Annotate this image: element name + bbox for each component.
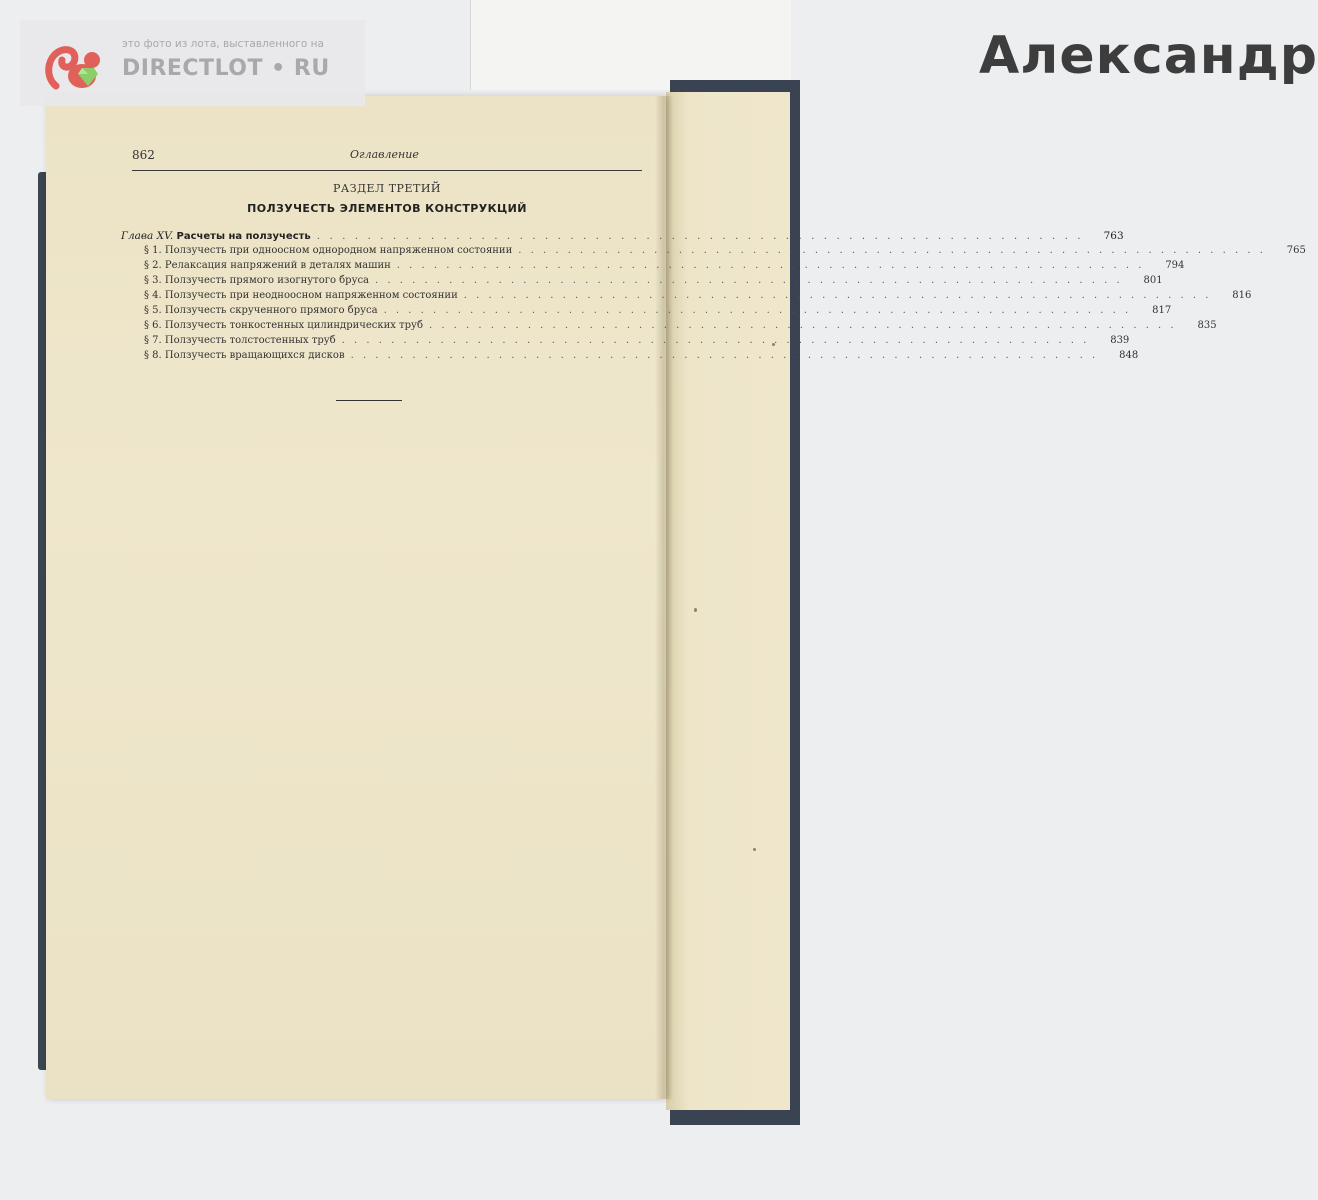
toc-leader-dots <box>317 230 1084 242</box>
watermark-brand: DIRECTLOT • RU <box>122 56 330 81</box>
toc-chapter-row <box>121 230 1124 242</box>
squirrel-gem-logo-icon <box>42 38 110 94</box>
toc-leader-dots <box>518 245 1266 256</box>
toc-entry <box>144 275 1163 286</box>
toc-page-number: 835 <box>1197 320 1217 331</box>
toc-entry-label: § 8. Ползучесть вращающихся дисков <box>144 350 345 361</box>
toc-leader-dots <box>342 335 1090 346</box>
watermark-caption: это фото из лота, выставленного на <box>122 38 324 50</box>
end-rule <box>336 400 402 401</box>
section-title: РАЗДЕЛ ТРЕТИЙ <box>332 182 442 195</box>
toc-entry <box>144 260 1185 271</box>
toc-leader-dots <box>351 350 1099 361</box>
background-sign <box>470 0 1318 90</box>
toc-entry-label: § 2. Релаксация напряжений в деталях машин <box>144 260 391 271</box>
toc-entry <box>144 320 1217 331</box>
toc-entry <box>144 350 1139 361</box>
running-head <box>132 148 642 171</box>
toc-entry <box>144 305 1172 316</box>
toc-entry-label: § 7. Ползучесть толстостенных труб <box>144 335 336 346</box>
toc-page-number: 816 <box>1232 290 1252 301</box>
toc-leader-dots <box>429 320 1177 331</box>
toc-entry-label: § 6. Ползучесть тонкостенных цилиндрических труб <box>144 320 423 331</box>
part-title: ПОЛЗУЧЕСТЬ ЭЛЕМЕНТОВ КОНСТРУКЦИЙ <box>247 202 527 215</box>
toc-page-number: 794 <box>1165 260 1185 271</box>
toc-page-number: 817 <box>1152 305 1172 316</box>
toc-entry-label: § 1. Ползучесть при одноосном однородном напряженном состоянии <box>144 245 513 256</box>
page-number: 862 <box>132 148 155 162</box>
ink-speck <box>694 608 697 612</box>
toc-entry <box>144 245 1306 256</box>
toc-entry <box>144 335 1130 346</box>
toc-page-number: 801 <box>1143 275 1163 286</box>
toc-page-number: 765 <box>1286 245 1306 256</box>
toc-entry-label: § 3. Ползучесть прямого изогнутого бруса <box>144 275 370 286</box>
background-sign-text: Александр <box>979 26 1318 86</box>
toc-leader-dots <box>384 305 1132 316</box>
toc-entry-label: § 4. Ползучесть при неодноосном напряженном состоянии <box>144 290 458 301</box>
toc-entry-label: § 5. Ползучесть скрученного прямого бруса <box>144 305 378 316</box>
watermark <box>20 20 365 106</box>
toc-page-number: 839 <box>1110 335 1130 346</box>
toc-page-number: 763 <box>1103 230 1124 242</box>
chapter-title: Расчеты на ползучесть <box>176 231 311 242</box>
toc-leader-dots <box>375 275 1123 286</box>
toc-entry <box>144 290 1252 301</box>
toc-leader-dots <box>397 260 1145 271</box>
ink-speck <box>753 848 756 851</box>
running-head-title: Оглавление <box>350 148 419 161</box>
chapter-label: Глава XV. <box>121 230 174 242</box>
toc-page-number: 848 <box>1119 350 1139 361</box>
toc-leader-dots <box>464 290 1212 301</box>
